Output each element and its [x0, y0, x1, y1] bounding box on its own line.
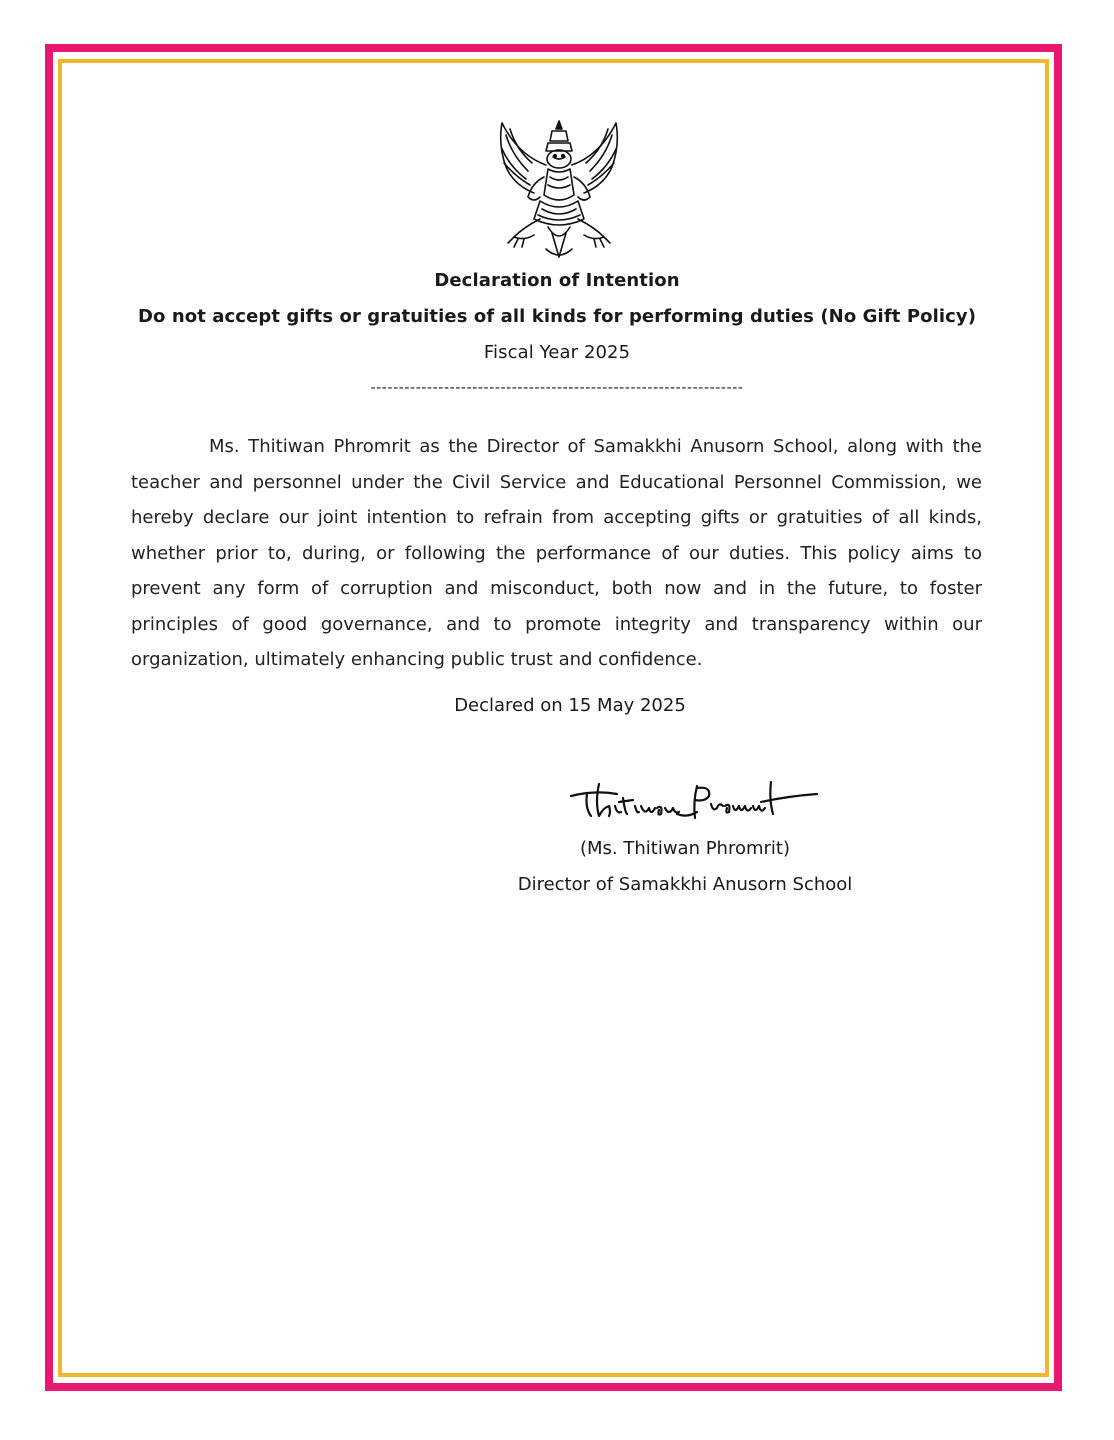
- handwritten-signature: [565, 772, 825, 832]
- document-title: Declaration of Intention: [434, 270, 680, 291]
- signatory-title: Director of Samakkhi Anusorn School: [517, 874, 853, 895]
- document-subtitle: Do not accept gifts or gratuities of all kinds for performing duties (No Gift Policy): [137, 306, 977, 327]
- fiscal-year: Fiscal Year 2025: [483, 342, 631, 363]
- declaration-body: Ms. Thitiwan Phromrit as the Director of Samakkhi Anusorn School, along with the teacher and personnel under the Civil Service and Educational Personnel Commission, we hereby declare our joint intention to refrain from accepting gifts or gratuities of all kinds, whether prior to, during, or following the performance of our duties. This policy aims to prevent any form of corruption and misconduct, both now and in the future, to foster principles of good governance, and to promote integrity and transparency within our organization, ultimately enhancing public trust and confidence.: [131, 436, 982, 670]
- dashed-separator: ------------------------------------------------------------------: [370, 380, 744, 396]
- garuda-emblem-icon: [488, 115, 630, 265]
- signatory-name: (Ms. Thitiwan Phromrit): [579, 838, 790, 859]
- declared-date: Declared on 15 May 2025: [454, 695, 686, 716]
